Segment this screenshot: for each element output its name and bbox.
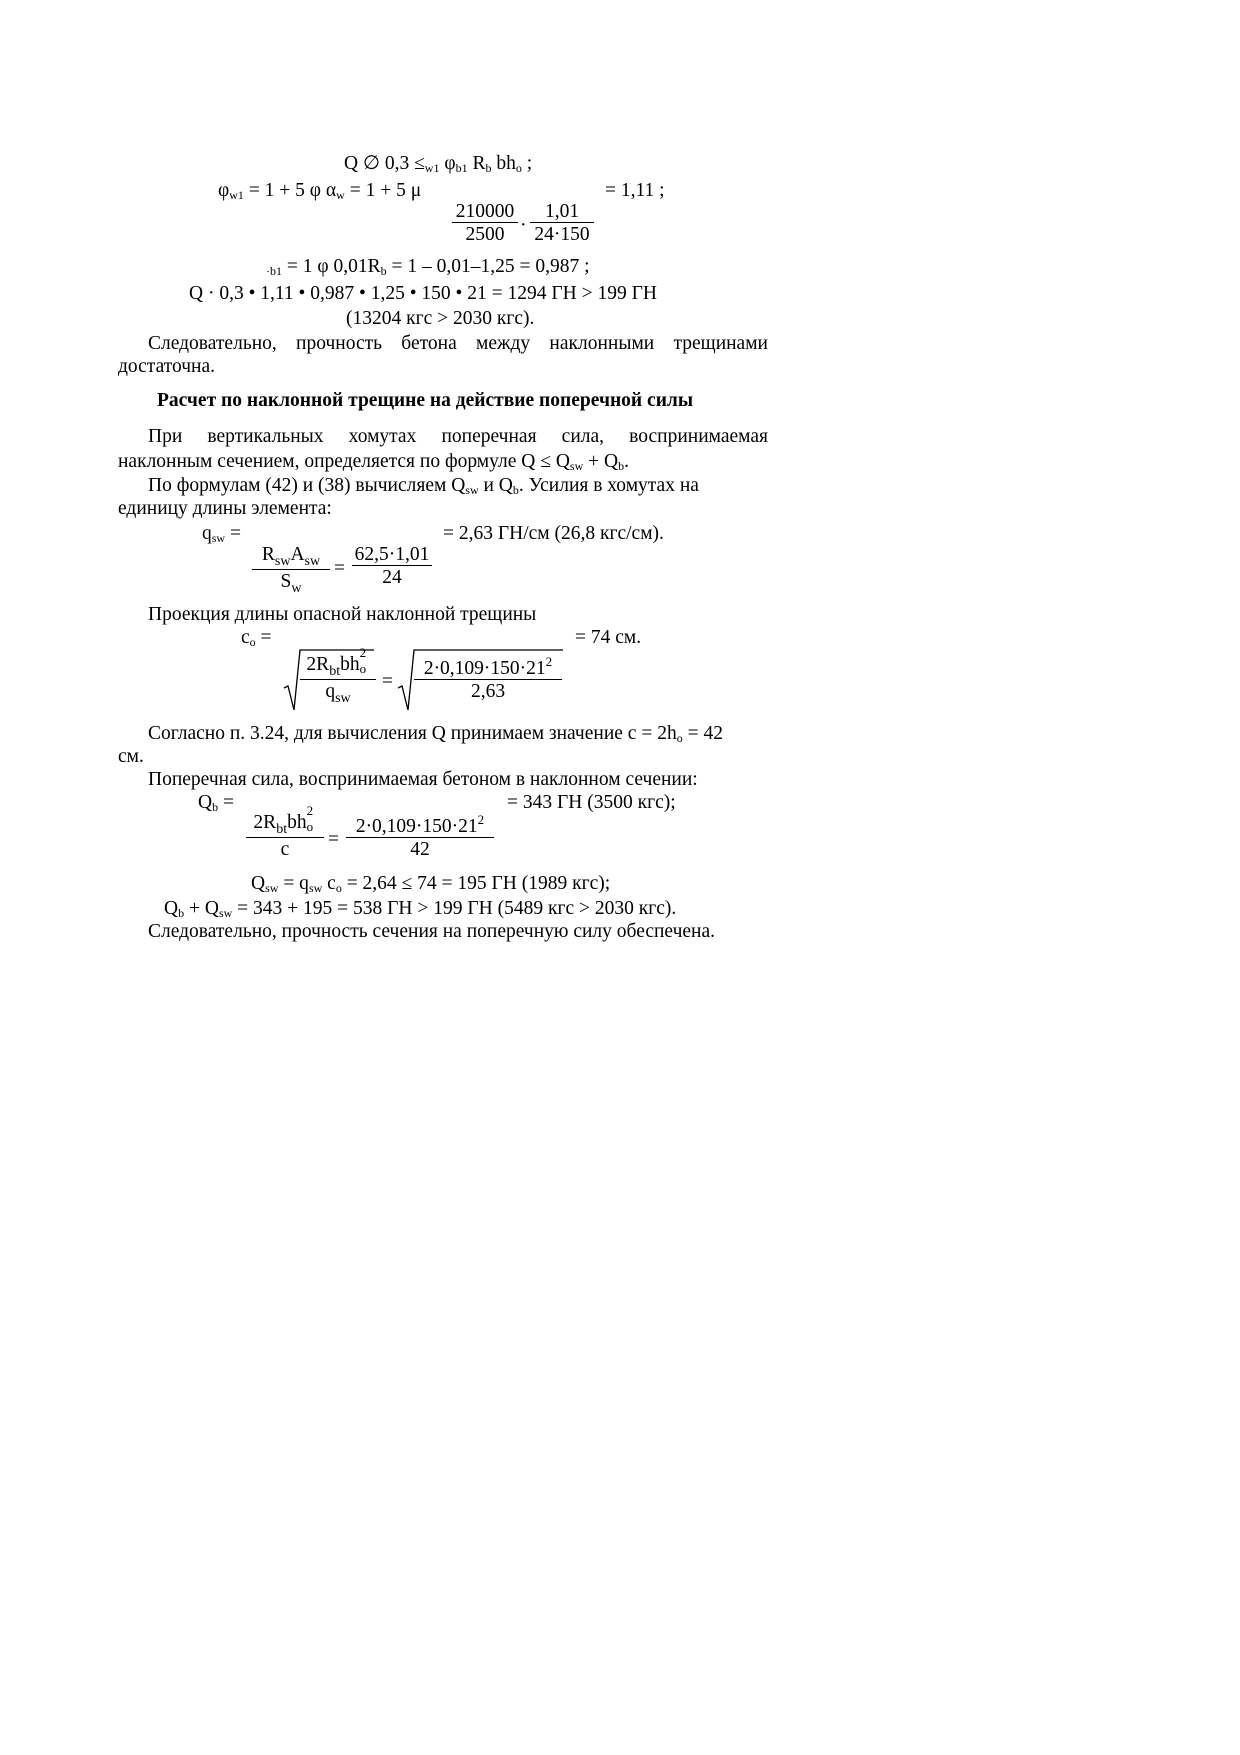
subscript: sw [308, 881, 323, 895]
sup-sub-stack [359, 645, 370, 676]
subscript: b [380, 264, 387, 278]
subscript: sw [569, 459, 584, 473]
qb-result: = 343 ГН (3500 кгс); [507, 792, 676, 813]
text: A [290, 544, 305, 565]
text-group [148, 476, 699, 496]
text: 2·0,109·150·21 [423, 658, 546, 679]
text: 2R [253, 812, 277, 833]
formula-line-4: Q · 0,3 • 1,11 • 0,987 • 1,25 • 150 • 21 = 1294 ГН > 199 ГН [189, 283, 657, 304]
paragraph-1-line-2: достаточна. [118, 356, 216, 377]
text: и Q [478, 475, 513, 496]
denominator: 2500 [452, 222, 518, 245]
subscript: sw [335, 691, 351, 706]
denominator: 24 [352, 565, 432, 588]
paragraph-2-line-2 [118, 452, 629, 472]
numerator: 1,01 [544, 201, 580, 222]
text: bh [340, 654, 360, 675]
denominator: 24·150 [530, 222, 594, 245]
denominator: 42 [346, 837, 494, 860]
subscript: o [335, 881, 342, 895]
subscript: b [178, 906, 185, 920]
co-result: = 74 см. [575, 627, 642, 648]
text: Q [164, 898, 179, 919]
fraction-2b [352, 545, 432, 587]
equals-sign: = [328, 829, 339, 850]
fraction-2a [252, 545, 330, 596]
denominator: 2,63 [414, 679, 562, 702]
text: q [202, 523, 212, 544]
subscript: sw [211, 531, 226, 545]
text: = [225, 523, 241, 544]
subscript: sw [274, 554, 291, 569]
qsw-result: = 2,63 ГН/см (26,8 кгс/см). [443, 523, 664, 544]
text: R [467, 153, 486, 174]
text: . Усилия в хомутах на [518, 475, 699, 496]
subscript: sw [218, 906, 233, 920]
text: = 2,64 ≤ 74 = 195 ГН (1989 кгс); [341, 873, 611, 894]
paragraph-4: Проекция длины опасной наклонной трещины [148, 604, 537, 625]
subscript: w1 [229, 188, 244, 202]
text: = 42 [682, 723, 723, 744]
text: По формулам (42) и (38) вычисляем Q [148, 475, 466, 496]
superscript: 2 [545, 654, 553, 669]
numerator [414, 655, 562, 679]
paragraph-7: Следовательно, прочность сечения на поперечную силу обеспечена. [148, 921, 716, 942]
numerator: 210000 [455, 201, 515, 222]
subscript: w1 [424, 161, 440, 175]
paragraph-3-line-2: единицу длины элемента: [118, 498, 332, 519]
qb-label [198, 793, 234, 813]
text: = 343 + 195 = 538 ГН > 199 ГН (5489 кгс > 2030 кгс). [232, 898, 677, 919]
mult-dot: · [520, 215, 527, 236]
text: = 1 + 5 μ [344, 180, 422, 201]
formula-line-2-result: = 1,11 ; [605, 180, 665, 201]
subscript: b [618, 459, 625, 473]
text: Согласно п. 3.24, для вычисления Q принимаем значение c = 2h [148, 723, 677, 744]
numerator [346, 813, 494, 837]
superscript: 2 [477, 812, 485, 827]
subscript: bt [276, 822, 288, 837]
formula-line-1 [344, 154, 532, 174]
superscript: 2 [359, 645, 367, 660]
text: . [624, 451, 629, 472]
subscript: o [306, 819, 314, 834]
qsw-label [202, 524, 241, 544]
paragraph-2-line-1: При вертикальных хомутах поперечная сила, воспринимаемая [148, 426, 768, 447]
formula-line-7 [164, 899, 676, 919]
text: 2R [306, 654, 330, 675]
subscript: b [485, 161, 492, 175]
co-label [241, 628, 272, 648]
text: R [261, 544, 275, 565]
fraction-4b [346, 813, 494, 859]
numerator [300, 645, 376, 679]
formula-line-5: (13204 кгс > 2030 кгс). [346, 308, 535, 329]
text: bh [491, 153, 516, 174]
text-group [148, 724, 723, 744]
text: Q ∅ 0,3 ≤ [344, 153, 425, 174]
subscript: o [359, 661, 367, 676]
text: Q [251, 873, 266, 894]
text: ; [521, 153, 533, 174]
text: φ [218, 180, 230, 201]
section-heading: Расчет по наклонной трещине на действие поперечной силы [157, 390, 694, 411]
fraction-4a [246, 803, 324, 860]
text: = q [278, 873, 309, 894]
subscript: b [212, 800, 219, 814]
text: = 1 + 5 φ α [243, 180, 337, 201]
numerator [252, 545, 330, 569]
text: наклонным сечением, определяется по формуле Q ≤ Q [118, 451, 570, 472]
paragraph-6: Поперечная сила, воспринимаемая бетоном в наклонном сечении: [148, 769, 698, 790]
paragraph-5-line-1 [148, 724, 768, 744]
paragraph-3-line-1 [148, 476, 768, 496]
denominator: c [246, 837, 324, 860]
equals-sign: = [382, 671, 393, 692]
subscript: sw [465, 483, 479, 497]
text: S [280, 571, 292, 592]
fraction-3a [300, 645, 376, 706]
paragraph-5-line-2: см. [118, 746, 144, 767]
text: + Q [583, 451, 619, 472]
superscript: 2 [306, 803, 314, 818]
text: q [325, 681, 336, 702]
paragraph-1-line-1: Следовательно, прочность бетона между наклонными трещинами [148, 333, 768, 354]
fraction-1b [530, 202, 594, 244]
subscript: b [512, 483, 519, 497]
text: bh [287, 812, 307, 833]
text: = 1 – 0,01–1,25 = 0,987 ; [386, 256, 590, 277]
subscript: o [249, 635, 256, 649]
equals-sign: = [334, 558, 345, 579]
text: Q [198, 792, 213, 813]
denominator [252, 569, 330, 596]
text: + Q [184, 898, 219, 919]
text: = [218, 792, 234, 813]
subscript: o [676, 731, 683, 745]
subscript: sw [265, 881, 279, 895]
text: φ [439, 153, 456, 174]
subscript: o [515, 161, 522, 175]
subscript: w [291, 581, 302, 596]
numerator [246, 803, 324, 837]
subscript: b1 [455, 161, 468, 175]
text: c [322, 873, 336, 894]
numerator: 62,5·1,01 [354, 544, 430, 565]
formula-line-3 [266, 257, 590, 277]
sup-sub-stack [306, 803, 317, 834]
text: = [255, 627, 272, 648]
text: c [241, 627, 250, 648]
text: = 1 φ 0,01R [282, 256, 381, 277]
subscript: w [336, 188, 345, 202]
subscript: ·b1 [266, 264, 282, 278]
fraction-1a [452, 202, 518, 244]
formula-line-2 [218, 181, 421, 201]
text: 2·0,109·150·21 [355, 816, 478, 837]
formula-line-6 [251, 874, 610, 894]
fraction-3b [414, 655, 562, 701]
subscript: bt [329, 664, 341, 679]
denominator [300, 679, 376, 706]
subscript: sw [304, 554, 321, 569]
